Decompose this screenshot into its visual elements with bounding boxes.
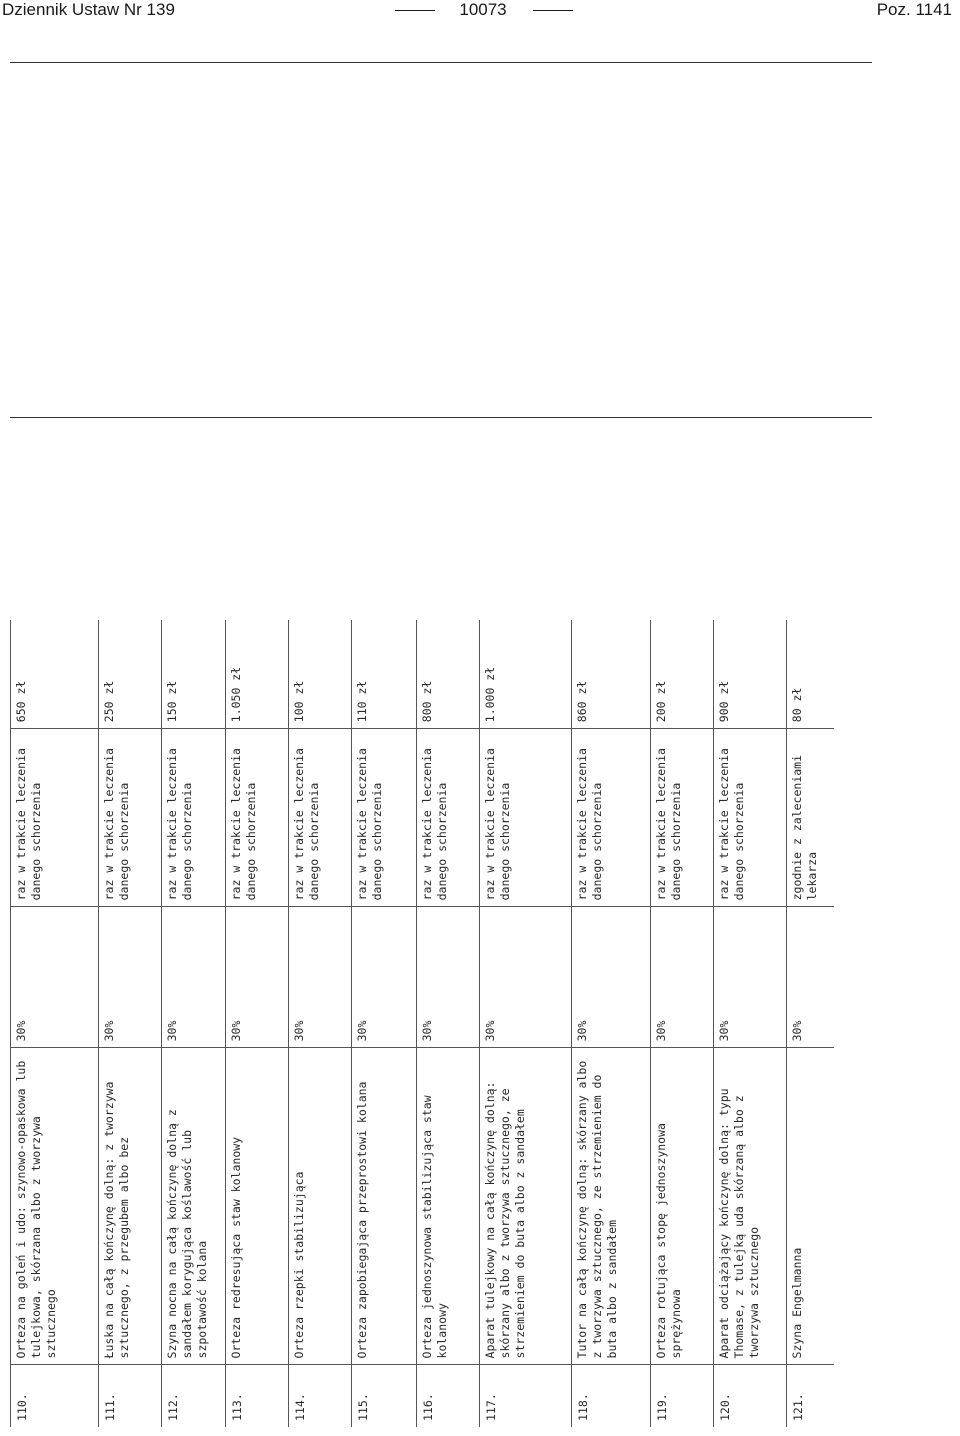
- copayment-percent: 30%: [11, 907, 99, 1048]
- copayment-percent: 30%: [162, 907, 226, 1048]
- row-number: 117.: [480, 1365, 572, 1427]
- copayment-percent: 30%: [289, 907, 352, 1048]
- item-name: Orteza zapobiegająca przeprostowi kolana: [352, 1048, 417, 1365]
- price-limit: 110 zł: [352, 620, 417, 729]
- item-name: Orteza rzepki stabilizująca: [289, 1048, 352, 1365]
- item-name: Orteza na goleń i udo: szynowo-opaskowa lub tulejkowa, skórzana albo z tworzywa sztucznego: [11, 1048, 99, 1365]
- price-limit: 860 zł: [572, 620, 651, 729]
- row-number: 110.: [11, 1365, 99, 1427]
- copayment-percent: 30%: [572, 907, 651, 1048]
- price-limit: 200 zł: [651, 620, 714, 729]
- item-name: Szyna nocna na całą kończynę dolną z sandałem korygująca koślawość lub szpotawość kolana: [162, 1048, 226, 1365]
- price-limit: 1.050 zł: [226, 620, 289, 729]
- copayment-percent: 30%: [99, 907, 162, 1048]
- price-limit: 1.000 zł: [480, 620, 572, 729]
- header-dash-right: [533, 10, 573, 11]
- table-row: [226, 620, 289, 1427]
- copayment-percent: 30%: [352, 907, 417, 1048]
- page-number: 10073: [459, 0, 507, 19]
- usage-period: raz w trakcie leczenia danego schorzenia: [651, 729, 714, 907]
- journal-title: Dziennik Ustaw Nr 139: [2, 0, 175, 19]
- row-number: 118.: [572, 1365, 651, 1427]
- table-row: [787, 620, 835, 1427]
- price-limit: 900 zł: [714, 620, 787, 729]
- position-number: Poz. 1141: [876, 0, 952, 19]
- item-name: Aparat tulejkowy na całą kończynę dolną: skórzany albo z tworzywa sztucznego, ze strzemieniem do buta albo z sandałem: [480, 1048, 572, 1365]
- item-name: Orteza rotująca stopę jednoszynowa sprężynowa: [651, 1048, 714, 1365]
- usage-period: raz w trakcie leczenia danego schorzenia: [226, 729, 289, 907]
- item-name: Łuska na całą kończynę dolną: z tworzywa sztucznego, z przegubem albo bez: [99, 1048, 162, 1365]
- copayment-percent: 30%: [714, 907, 787, 1048]
- row-number: 119.: [651, 1365, 714, 1427]
- item-name: Tutor na całą kończynę dolną: skórzany albo z tworzywa sztucznego, ze strzemieniem do buta albo z sandałem: [572, 1048, 651, 1365]
- table-row: [162, 620, 226, 1427]
- price-limit: 250 zł: [99, 620, 162, 729]
- copayment-percent: 30%: [417, 907, 480, 1048]
- usage-period: raz w trakcie leczenia danego schorzenia: [417, 729, 480, 907]
- usage-period: raz w trakcie leczenia danego schorzenia: [289, 729, 352, 907]
- table-row: [352, 620, 417, 1427]
- item-name: Szyna Engelmanna: [787, 1048, 835, 1365]
- item-name: Orteza jednoszynowa stabilizująca staw kolanowy: [417, 1048, 480, 1365]
- copayment-percent: 30%: [651, 907, 714, 1048]
- row-number: 121.: [787, 1365, 835, 1427]
- table-row: [480, 620, 572, 1427]
- table-row: [714, 620, 787, 1427]
- orthosis-table: [10, 620, 834, 1427]
- table-row: [572, 620, 651, 1427]
- usage-period: raz w trakcie leczenia danego schorzenia: [714, 729, 787, 907]
- price-limit: 150 zł: [162, 620, 226, 729]
- row-number: 115.: [352, 1365, 417, 1427]
- copayment-percent: 30%: [480, 907, 572, 1048]
- usage-period: raz w trakcie leczenia danego schorzenia: [162, 729, 226, 907]
- item-name: Aparat odciążający kończynę dolną: typu Thomase, z tulejką uda skórzaną albo z tworzywa sztucznego: [714, 1048, 787, 1365]
- copayment-percent: 30%: [226, 907, 289, 1048]
- usage-period: raz w trakcie leczenia danego schorzenia: [99, 729, 162, 907]
- price-limit: 100 zł: [289, 620, 352, 729]
- page-header: [0, 0, 960, 20]
- table-row: [99, 620, 162, 1427]
- row-number: 112.: [162, 1365, 226, 1427]
- copayment-percent: 30%: [787, 907, 835, 1048]
- section-rule: [10, 417, 872, 418]
- usage-period: zgodnie z zaleceniami lekarza: [787, 729, 835, 907]
- rotated-table-container: [10, 620, 870, 1427]
- usage-period: raz w trakcie leczenia danego schorzenia: [480, 729, 572, 907]
- usage-period: raz w trakcie leczenia danego schorzenia: [11, 729, 99, 907]
- header-rule: [10, 62, 872, 63]
- price-limit: 800 zł: [417, 620, 480, 729]
- usage-period: raz w trakcie leczenia danego schorzenia: [352, 729, 417, 907]
- price-limit: 650 zł: [11, 620, 99, 729]
- row-number: 120.: [714, 1365, 787, 1427]
- usage-period: raz w trakcie leczenia danego schorzenia: [572, 729, 651, 907]
- row-number: 113.: [226, 1365, 289, 1427]
- table-row: [289, 620, 352, 1427]
- table-row: [417, 620, 480, 1427]
- price-limit: 80 zł: [787, 620, 835, 729]
- row-number: 111.: [99, 1365, 162, 1427]
- row-number: 116.: [417, 1365, 480, 1427]
- table-row: [651, 620, 714, 1427]
- header-dash-left: [395, 10, 435, 11]
- table-row: [11, 620, 99, 1427]
- item-name: Orteza redresująca staw kolanowy: [226, 1048, 289, 1365]
- row-number: 114.: [289, 1365, 352, 1427]
